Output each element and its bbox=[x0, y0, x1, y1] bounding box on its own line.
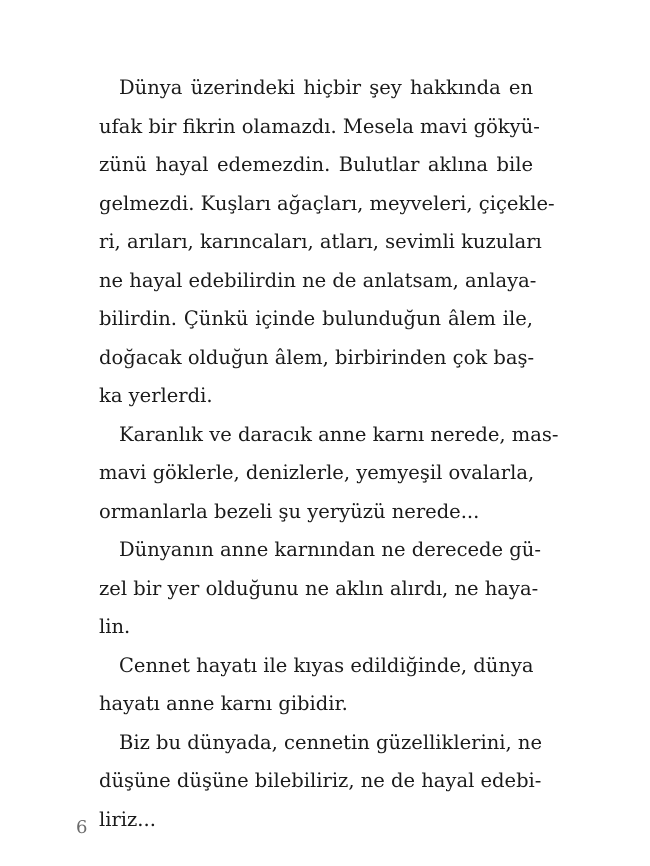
page-number: 6 bbox=[76, 817, 88, 838]
text-line: zünü hayal edemezdin. Bulutlar aklına bile bbox=[99, 153, 533, 176]
text-line: Karanlık ve daracık anne karnı nerede, mas- bbox=[119, 422, 559, 446]
text-line: Cennet hayatı ile kıyas edildiğinde, dünya bbox=[119, 653, 534, 677]
text-line: hayatı anne karnı gibidir. bbox=[99, 692, 348, 715]
text-line: ka yerlerdi. bbox=[99, 384, 213, 407]
text-line: ri, arıları, karıncaları, atları, sevimli kuzuları bbox=[99, 230, 542, 253]
text-line: ufak bir fikrin olamazdı. Mesela mavi gökyü- bbox=[99, 114, 540, 138]
text-line: Biz bu dünyada, cennetin güzelliklerini, ne bbox=[119, 730, 542, 754]
text-line: bilirdin. Çünkü içinde bulunduğun âlem ile, bbox=[99, 307, 533, 330]
text-line: mavi göklerle, denizlerle, yemyeşil ovalarla, bbox=[99, 461, 535, 484]
text-line: düşüne düşüne bilebiliriz, ne de hayal edebi- bbox=[99, 769, 542, 792]
text-line: doğacak olduğun âlem, birbirinden çok baş- bbox=[99, 345, 535, 369]
body-text bbox=[99, 69, 559, 839]
text-line: zel bir yer olduğunu ne aklın alırdı, ne haya- bbox=[99, 576, 539, 600]
text-line: gelmezdi. Kuşları ağaçları, meyveleri, çiçekle- bbox=[99, 191, 555, 215]
text-line: lin. bbox=[99, 615, 131, 638]
text-line: ne hayal edebilirdin ne de anlatsam, anlaya- bbox=[99, 268, 537, 292]
text-line: ormanlarla bezeli şu yeryüzü nerede... bbox=[99, 499, 480, 523]
text-line: Dünya üzerindeki hiçbir şey hakkında en bbox=[119, 76, 533, 99]
text-line: liriz... bbox=[99, 807, 156, 831]
text-line: Dünyanın anne karnından ne derecede gü- bbox=[119, 538, 541, 561]
